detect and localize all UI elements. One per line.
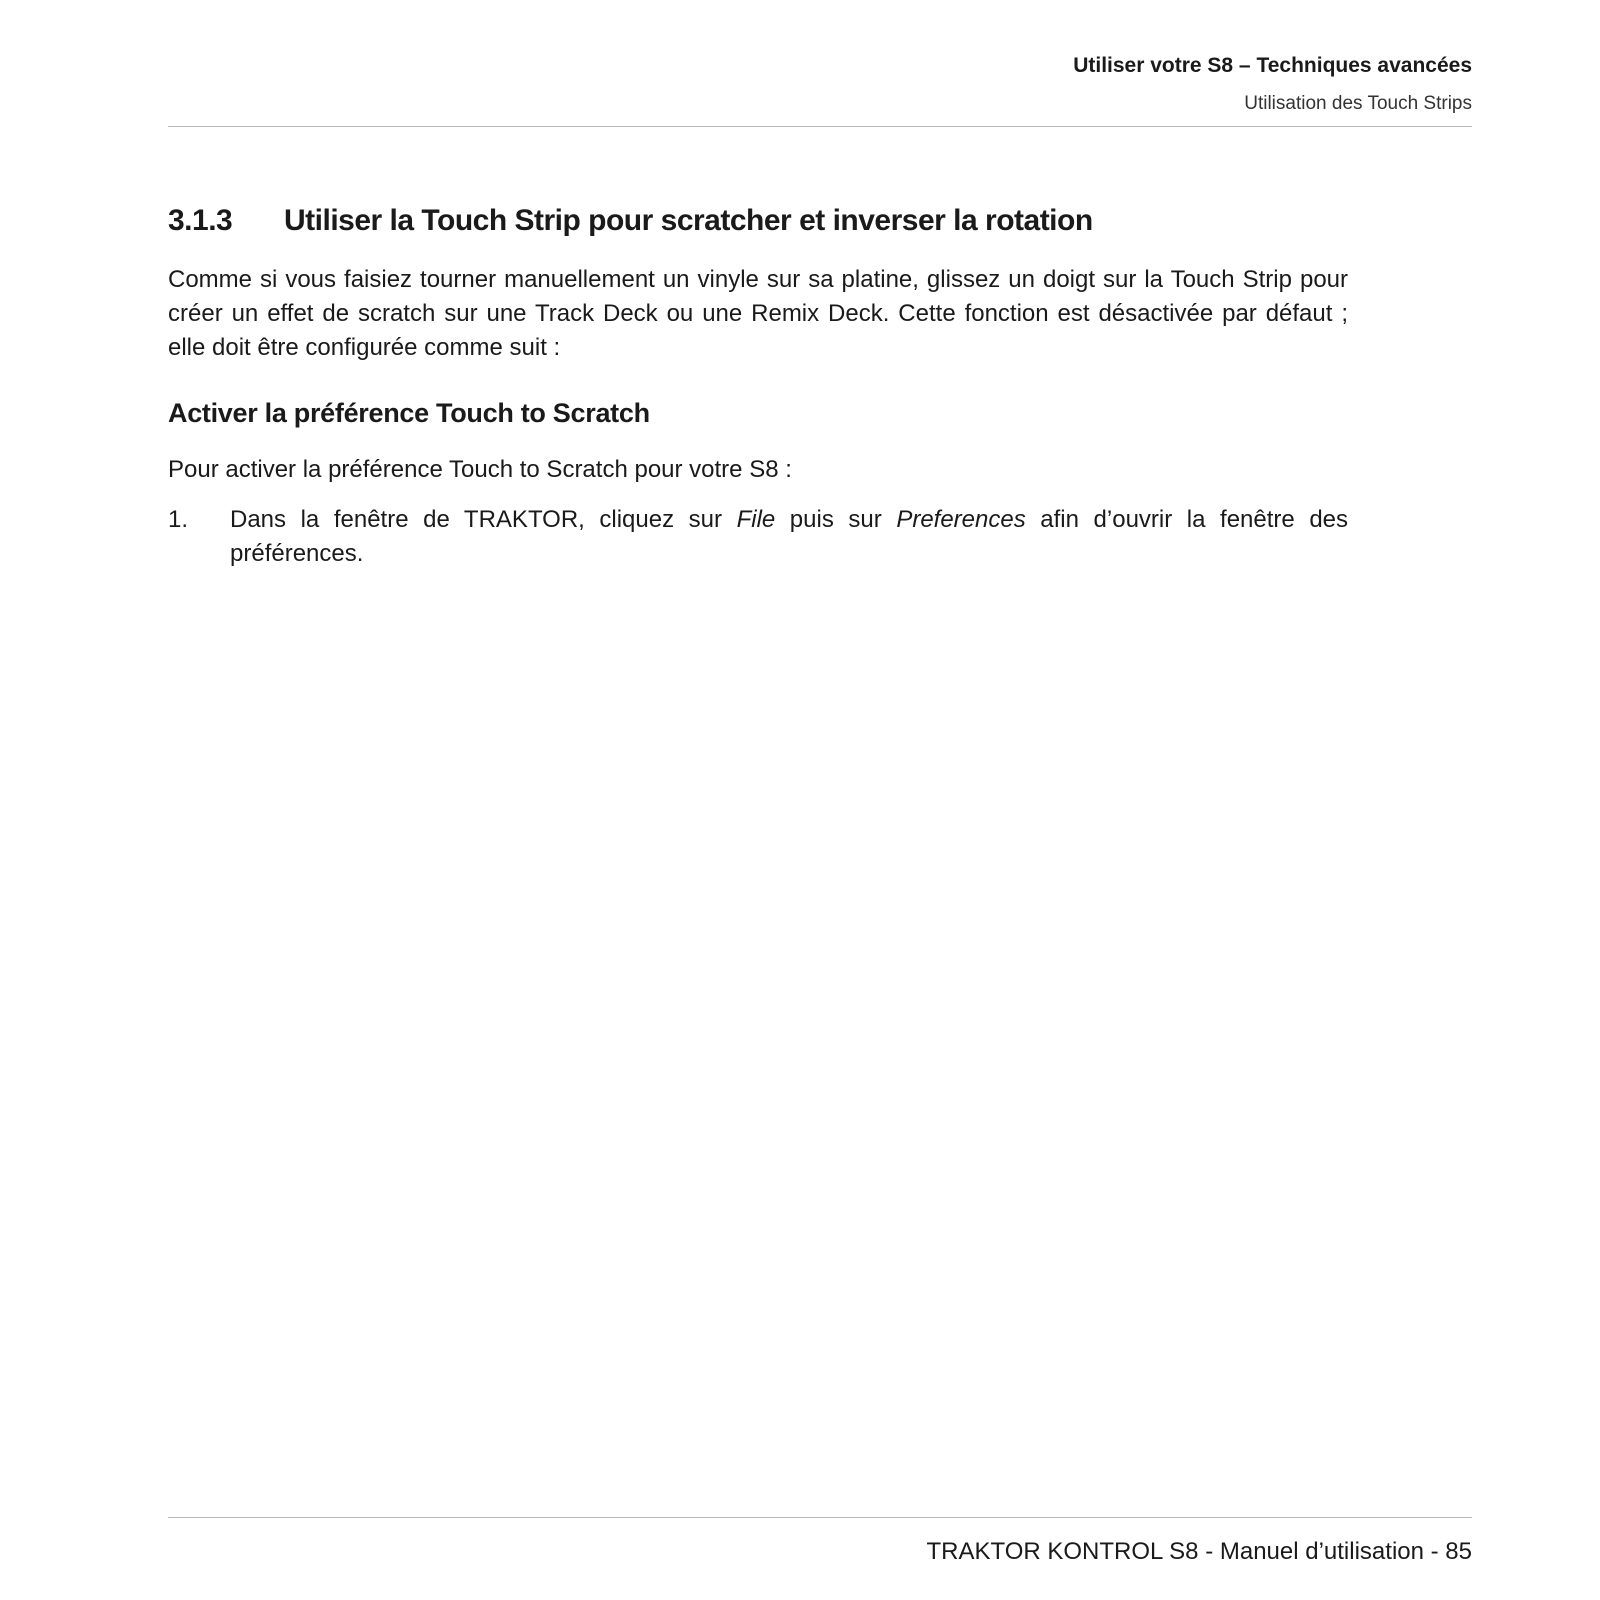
menu-reference-file: File — [736, 506, 776, 533]
intro-paragraph: Comme si vous faisiez tourner manuellement un vinyle sur sa platine, glissez un doigt sur la Touch Strip pour créer un effet de scratch sur une Track Deck ou une Remix Deck. Cette fonction est désactivée par défaut ; elle doit être configurée comme suit : — [168, 266, 1348, 361]
running-header-chapter: Utiliser votre S8 – Techniques avancées — [1073, 54, 1472, 77]
step-number: 1. — [168, 506, 189, 533]
menu-reference-preferences: Preferences — [896, 506, 1026, 533]
step-text — [230, 503, 1348, 571]
step-text-part: puis sur — [775, 506, 897, 533]
page-footer — [168, 1517, 1472, 1588]
list-item — [168, 503, 1348, 571]
section-number: 3.1.3 — [168, 204, 233, 237]
subsection-heading: Activer la préférence Touch to Scratch — [168, 398, 650, 428]
section-heading — [168, 204, 1093, 238]
page-header — [168, 50, 1472, 127]
step-text-part: Dans la fenêtre de TRAKTOR, cliquez sur — [230, 506, 737, 533]
step-text-part: afin d’ouvrir la fenêtre des préférences. — [230, 506, 1349, 567]
footer-text: TRAKTOR KONTROL S8 - Manuel d’utilisation - 85 — [926, 1538, 1472, 1565]
running-header-section: Utilisation des Touch Strips — [1244, 93, 1472, 114]
lead-paragraph: Pour activer la préférence Touch to Scratch pour votre S8 : — [168, 456, 792, 483]
section-title: Utiliser la Touch Strip pour scratcher et inverser la rotation — [284, 204, 1093, 237]
